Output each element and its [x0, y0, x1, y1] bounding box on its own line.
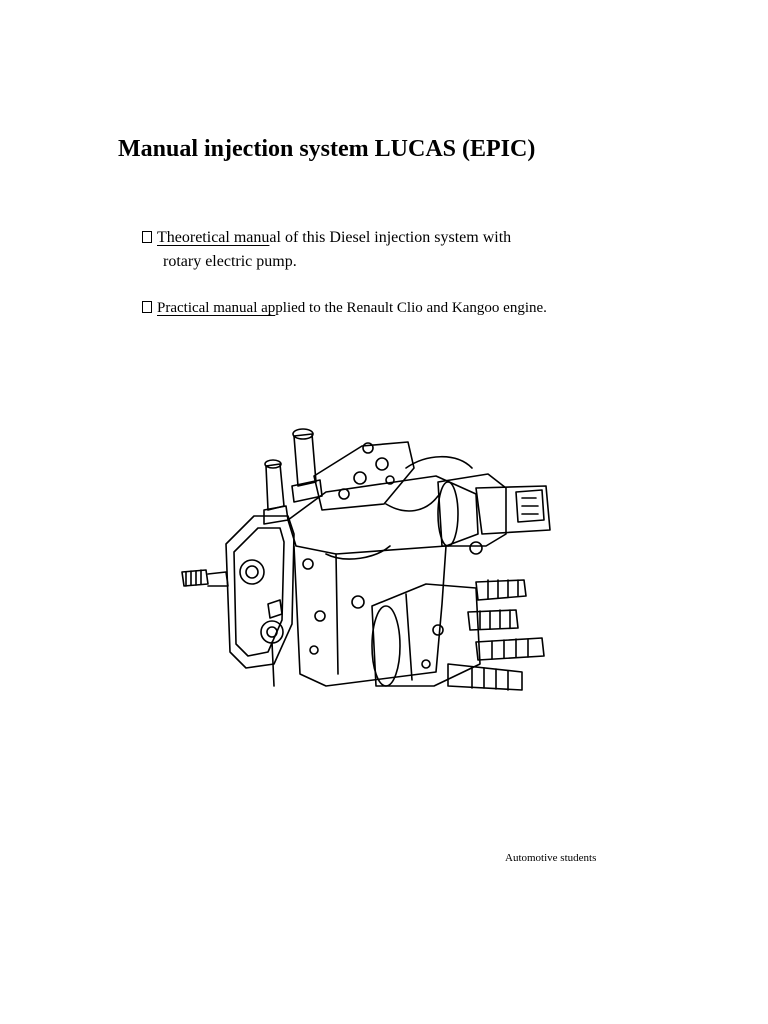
- bullet-item-theoretical: [142, 226, 511, 274]
- bullet-lead-text: Theoretical manu: [157, 229, 270, 246]
- page-title: Manual injection system LUCAS (EPIC): [118, 136, 536, 162]
- bullet-lead-text: Practical manual ap: [157, 300, 276, 316]
- bullet-text: plied to the Renault Clio and Kangoo engine.: [275, 300, 547, 316]
- checkbox-bullet-icon: [142, 301, 152, 313]
- bullet-continuation-text: rotary electric pump.: [163, 253, 297, 270]
- bullet-item-practical: [142, 296, 547, 320]
- checkbox-bullet-icon: [142, 231, 152, 243]
- bullet-text: al of this Diesel injection system with: [269, 229, 512, 246]
- injection-pump-illustration: [176, 424, 552, 694]
- footer-note: Automotive students: [505, 852, 597, 864]
